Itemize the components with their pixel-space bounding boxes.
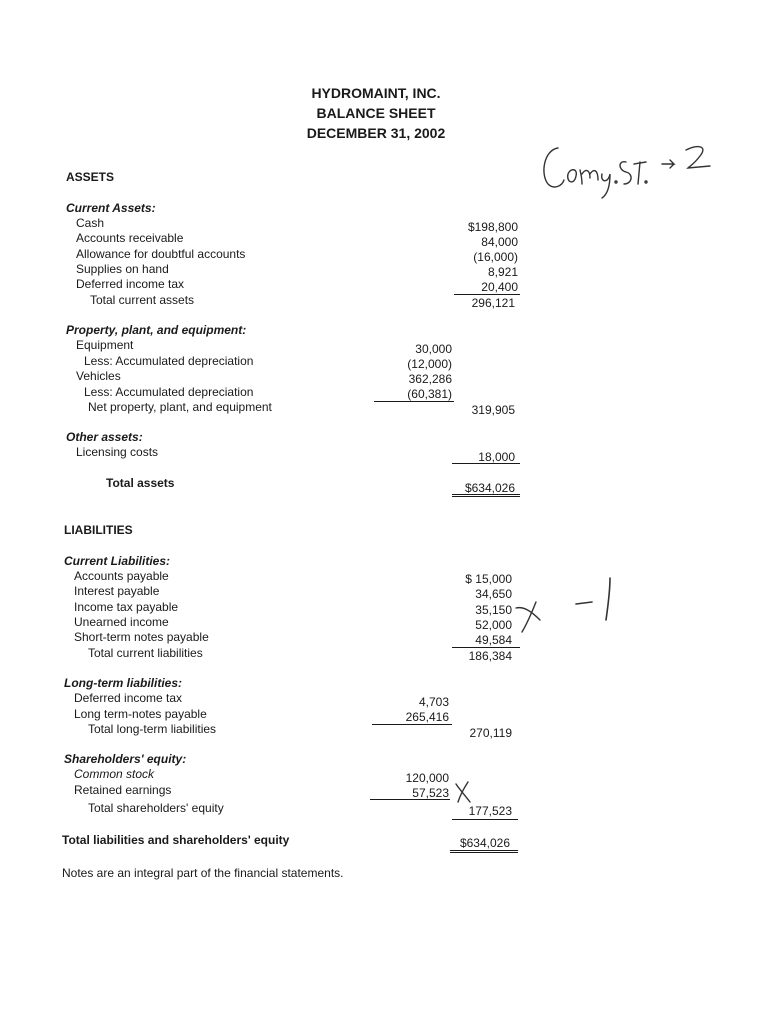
total-current-assets-label: Total current assets xyxy=(90,293,195,307)
vehicles-depreciation-amount: (60,381) xyxy=(407,387,452,401)
equity-total-rule xyxy=(452,819,518,820)
long-term-rule xyxy=(372,724,452,725)
equipment-label: Equipment xyxy=(76,338,134,352)
total-equity-amount: 177,523 xyxy=(468,804,512,818)
licensing-costs-amount: 18,000 xyxy=(478,450,515,464)
other-assets-heading: Other assets: xyxy=(66,430,143,444)
allowance-amount: (16,000) xyxy=(473,250,518,264)
total-long-term-label: Total long-term liabilities xyxy=(88,722,217,736)
total-assets-amount: $634,026 xyxy=(464,481,515,495)
vehicles-depreciation-label: Less: Accumulated depreciation xyxy=(84,385,254,399)
unearned-income-amount: 52,000 xyxy=(475,618,512,632)
total-liabilities-equity-label: Total liabilities and shareholders' equity xyxy=(62,833,290,847)
equity-heading: Shareholders' equity: xyxy=(64,752,187,766)
accounts-payable-amount: $ 15,000 xyxy=(465,572,512,586)
statement-title: BALANCE SHEET xyxy=(316,105,436,121)
accounts-payable-label: Accounts payable xyxy=(74,569,169,583)
deferred-tax-asset-label: Deferred income tax xyxy=(76,277,185,291)
current-assets-heading: Current Assets: xyxy=(66,201,156,215)
cash-label: Cash xyxy=(76,216,105,230)
deferred-tax-liability-label: Deferred income tax xyxy=(74,691,183,705)
long-term-notes-label: Long term-notes payable xyxy=(74,707,207,721)
common-stock-amount: 120,000 xyxy=(405,771,449,785)
company-name: HYDROMAINT, INC. xyxy=(311,85,441,101)
supplies-label: Supplies on hand xyxy=(76,262,169,276)
net-ppe-amount: 319,905 xyxy=(471,403,515,417)
total-liabilities-equity-double-rule xyxy=(450,850,518,853)
deferred-tax-liability-amount: 4,703 xyxy=(418,695,449,709)
short-term-notes-label: Short-term notes payable xyxy=(74,630,209,644)
common-stock-label: Common stock xyxy=(74,767,155,781)
interest-payable-label: Interest payable xyxy=(74,584,160,598)
statement-date: DECEMBER 31, 2002 xyxy=(306,125,446,141)
equipment-amount: 30,000 xyxy=(415,342,452,356)
ppe-heading: Property, plant, and equipment: xyxy=(66,323,247,337)
total-current-assets-amount: 296,121 xyxy=(471,296,515,310)
current-liabilities-rule xyxy=(452,647,520,648)
other-assets-rule xyxy=(452,463,520,464)
cash-amount: $198,800 xyxy=(467,220,518,234)
total-equity-label: Total shareholders' equity xyxy=(88,801,224,815)
total-liabilities-equity-amount: $634,026 xyxy=(459,836,510,850)
total-current-liabilities-label: Total current liabilities xyxy=(88,646,203,660)
vehicles-label: Vehicles xyxy=(76,369,121,383)
licensing-costs-label: Licensing costs xyxy=(76,445,159,459)
handwritten-x-mark-retained-earnings xyxy=(452,780,476,804)
net-ppe-label: Net property, plant, and equipment xyxy=(88,400,272,414)
ppe-rule xyxy=(374,401,454,402)
accounts-receivable-label: Accounts receivable xyxy=(76,231,184,245)
current-liabilities-heading: Current Liabilities: xyxy=(64,554,171,568)
deferred-tax-asset-amount: 20,400 xyxy=(481,280,518,294)
handwritten-x-mark-income-tax xyxy=(514,598,544,638)
income-tax-payable-label: Income tax payable xyxy=(74,600,179,614)
vehicles-amount: 362,286 xyxy=(408,372,452,386)
long-term-notes-amount: 265,416 xyxy=(405,710,449,724)
long-term-liabilities-heading: Long-term liabilities: xyxy=(64,676,183,690)
total-assets-double-rule xyxy=(452,494,520,497)
retained-earnings-label: Retained earnings xyxy=(74,783,172,797)
equipment-depreciation-label: Less: Accumulated depreciation xyxy=(84,354,254,368)
liabilities-heading: LIABILITIES xyxy=(64,523,133,537)
assets-heading: ASSETS xyxy=(66,170,115,184)
income-tax-payable-amount: 35,150 xyxy=(475,603,512,617)
interest-payable-amount: 34,650 xyxy=(475,587,512,601)
equipment-depreciation-amount: (12,000) xyxy=(407,357,452,371)
footnote: Notes are an integral part of the financial statements. xyxy=(62,866,344,880)
total-assets-label: Total assets xyxy=(106,476,175,490)
total-long-term-amount: 270,119 xyxy=(469,726,512,740)
total-current-liabilities-amount: 186,384 xyxy=(468,649,512,663)
allowance-label: Allowance for doubtful accounts xyxy=(76,247,246,261)
accounts-receivable-amount: 84,000 xyxy=(481,235,518,249)
supplies-amount: 8,921 xyxy=(487,265,518,279)
retained-earnings-amount: 57,523 xyxy=(412,786,449,800)
current-assets-rule xyxy=(454,294,520,295)
short-term-notes-amount: 49,584 xyxy=(475,633,512,647)
equity-rule xyxy=(370,799,450,800)
unearned-income-label: Unearned income xyxy=(74,615,169,629)
handwritten-margin-mark xyxy=(570,574,630,624)
handwritten-annotation-comp-st xyxy=(538,134,728,204)
